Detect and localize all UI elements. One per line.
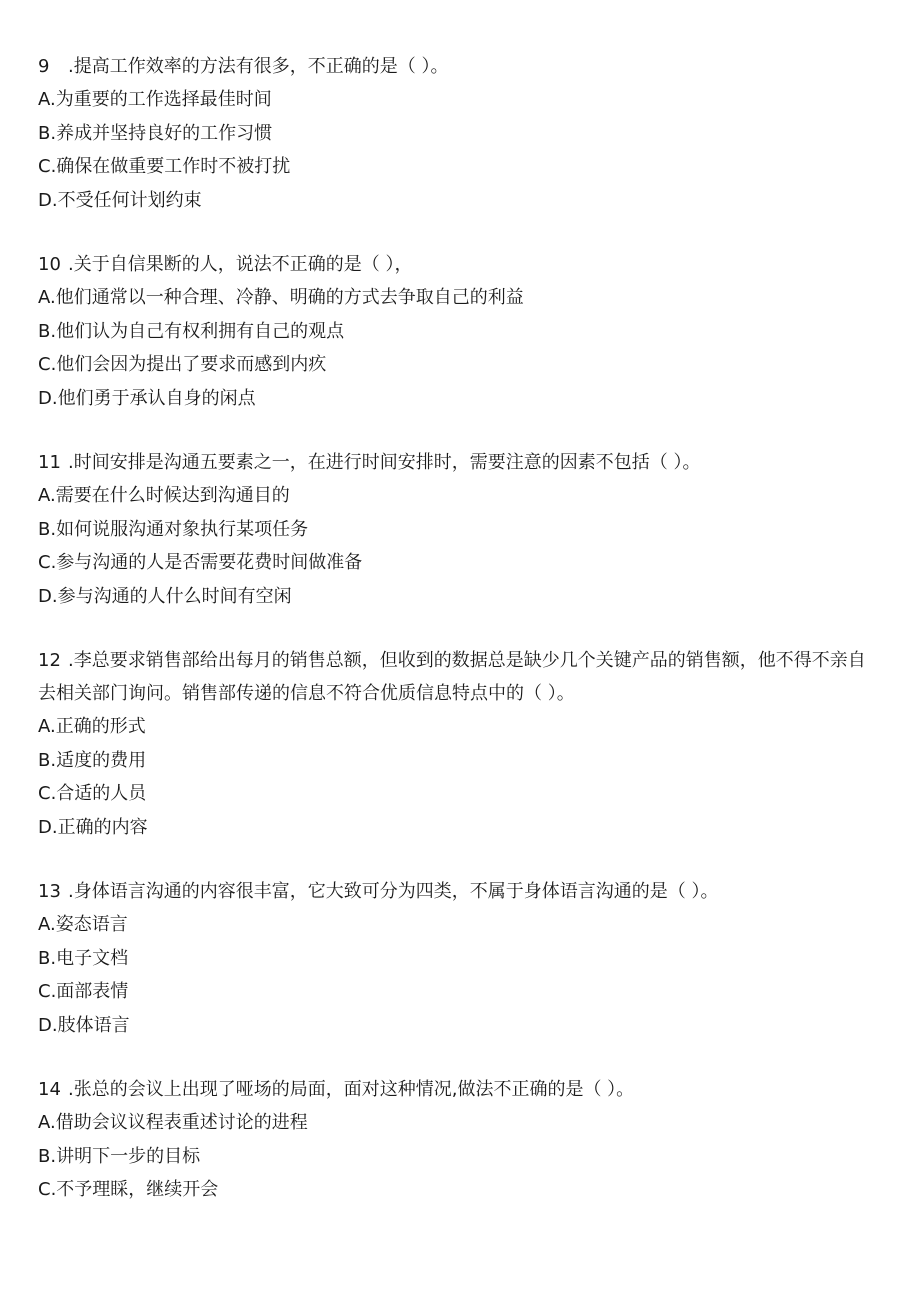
option-c: C.参与沟通的人是否需要花费时间做准备 bbox=[38, 552, 363, 573]
option-c: C.确保在做重要工作时不被打扰 bbox=[38, 156, 291, 177]
question-14 bbox=[38, 1073, 880, 1207]
question-12 bbox=[38, 644, 880, 844]
option-a: A.需要在什么时候达到沟通目的 bbox=[38, 485, 290, 506]
option-b: B.养成并坚持良好的工作习惯 bbox=[38, 122, 273, 144]
option-d: D.肢体语言 bbox=[38, 1014, 130, 1036]
question-9 bbox=[38, 50, 880, 217]
option-d: D.参与沟通的人什么时间有空闲 bbox=[38, 585, 292, 607]
question-text: .时间安排是沟通五要素之一，在进行时间安排时，需要注意的因素不包括（ ）。 bbox=[68, 452, 701, 473]
question-number: 11 bbox=[38, 452, 61, 473]
question-text: .李总要求销售部给出每月的销售总额，但收到的数据总是缺少几个关键产品的销售额，他不得不亲自去相关部门询问。销售部传递的信息不符合优质信息特点中的（ ）。 bbox=[38, 650, 866, 704]
question-stem bbox=[38, 875, 880, 908]
question-number: 13 bbox=[38, 881, 61, 902]
option-d: D.他们勇于承认自身的闲点 bbox=[38, 387, 256, 409]
option-a: A.姿态语言 bbox=[38, 914, 128, 935]
option-a: A.为重要的工作选择最佳时间 bbox=[38, 89, 272, 110]
option-c: C.面部表情 bbox=[38, 981, 129, 1002]
option-a: A.正确的形式 bbox=[38, 716, 146, 737]
option-b: B.电子文档 bbox=[38, 947, 129, 969]
question-stem bbox=[38, 644, 880, 710]
option-d: D.正确的内容 bbox=[38, 816, 148, 838]
option-d: D.不受任何计划约束 bbox=[38, 189, 202, 211]
question-number: 12 bbox=[38, 650, 61, 671]
option-a: A.借助会议议程表重述讨论的进程 bbox=[38, 1112, 308, 1133]
question-stem bbox=[38, 248, 880, 281]
question-text: .提高工作效率的方法有很多，不正确的是（ ）。 bbox=[68, 56, 449, 77]
question-text: .张总的会议上出现了哑场的局面，面对这种情况,做法不正确的是（ ）。 bbox=[68, 1079, 635, 1100]
question-stem bbox=[38, 1073, 880, 1106]
question-text: .身体语言沟通的内容很丰富，它大致可分为四类，不属于身体语言沟通的是（ ）。 bbox=[68, 881, 719, 902]
option-c: C.合适的人员 bbox=[38, 783, 147, 804]
option-a: A.他们通常以一种合理、冷静、明确的方式去争取自己的利益 bbox=[38, 287, 524, 308]
question-number: 14 bbox=[38, 1079, 61, 1100]
option-b: B.适度的费用 bbox=[38, 749, 147, 771]
question-number: 9 bbox=[38, 56, 50, 77]
question-text: .关于自信果断的人，说法不正确的是（ ）， bbox=[68, 254, 413, 275]
question-stem bbox=[38, 446, 880, 479]
question-10 bbox=[38, 248, 880, 415]
question-13 bbox=[38, 875, 880, 1042]
question-stem bbox=[38, 50, 880, 83]
question-number: 10 bbox=[38, 254, 61, 275]
question-11 bbox=[38, 446, 880, 613]
option-b: B.讲明下一步的目标 bbox=[38, 1145, 201, 1167]
option-b: B.他们认为自己有权利拥有自己的观点 bbox=[38, 320, 345, 342]
option-b: B.如何说服沟通对象执行某项任务 bbox=[38, 518, 309, 540]
option-c: C.不予理睬，继续开会 bbox=[38, 1179, 219, 1200]
option-c: C.他们会因为提出了要求而感到内疚 bbox=[38, 354, 327, 375]
